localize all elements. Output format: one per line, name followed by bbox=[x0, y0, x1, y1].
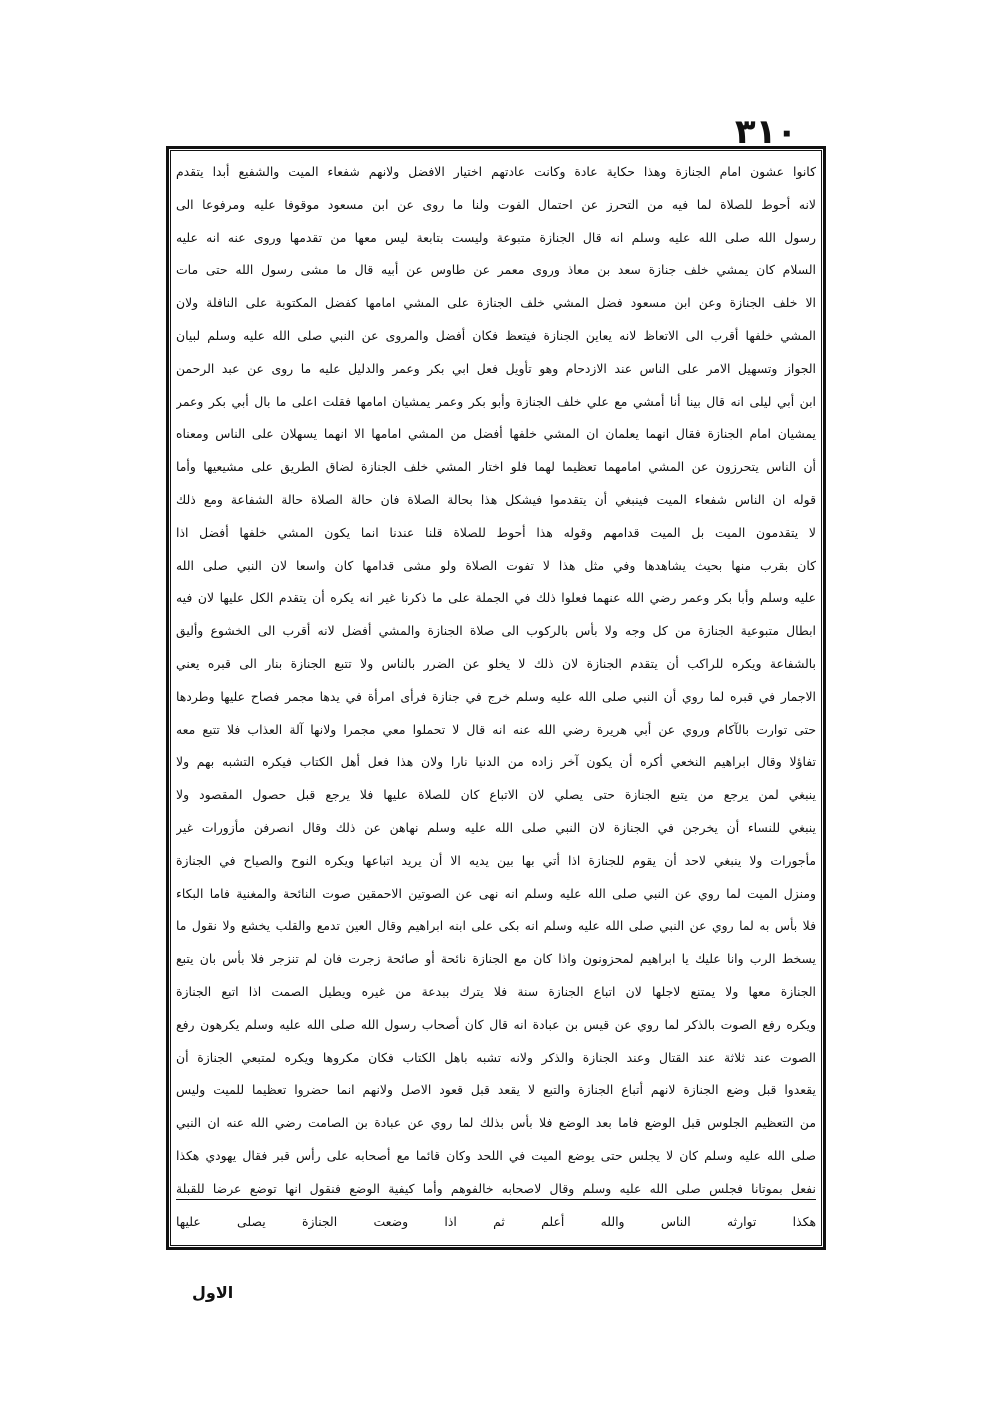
text-line: الجواز وتسهيل الامر على الناس عند الازدحام وهو تأويل فعل ابي بكر وعمر والدليل عليه ما روى عن عبد الرحمن bbox=[176, 360, 816, 376]
text-line: ابطال متبوعية الجنازة من كل وجه ولا بأس بالركوب الى صلاة الجنازة والمشي أفضل لانه أقرب الى الخشوع وأليق bbox=[176, 623, 816, 639]
text-line: أن الناس يتحرزون عن المشي امامهما تعظيما لهما فلو اختار المشي خلف الجنازة لضاق الطريق على مشيعيها وأما bbox=[176, 459, 816, 475]
text-line: حتى توارت بالآكام وروي عن أبي هريرة رضي الله عنه انه قال لا تحملوا معي مجمرا ولانها آلة العذاب فلا تتبع معه bbox=[176, 721, 816, 737]
text-line: المشي خلفها أقرب الى الاتعاظ لانه يعاين الجنازة فيتعظ فكان أفضل والمروى عن النبي صلى الله عليه وسلم لبيان bbox=[176, 327, 816, 343]
text-line: يقعدوا قبل وضع الجنازة لانهم أتباع الجنازة والتبع لا يقعد قبل قعود الاصل ولانهم انما حضروا تعظيما للميت وليس bbox=[176, 1082, 816, 1098]
text-line: مأجورات ولا ينبغي لاحد أن يقوم للجنازة اذا أتي بها بين يديه الا أن يريد اتباعها ويكره النوح والصياح في الجنازة bbox=[176, 852, 816, 868]
text-line: هكذا توارثه الناس والله أعلم ثم اذا وضعت الجنازة يصلى عليها bbox=[176, 1213, 816, 1229]
text-line: يمشيان امام الجنازة فقال انهما يعلمان ان المشي خلفها أفضل من المشي امامها الا انهما يسهلان على الناس ومعناه bbox=[176, 426, 816, 442]
text-line: قوله ان الناس شفعاء الميت فينبغي أن يتقدموا فيشكل هذا بحالة الصلاة فان حالة الصلاة حالة الشفاعة ومع ذلك bbox=[176, 491, 816, 507]
text-line: تفاؤلا وقال ابراهيم النخعي أكره أن يكون آخر زاده من الدنيا نارا ولان هذا فعل أهل الكتاب فيكره التشبه بهم ولا bbox=[176, 754, 816, 770]
text-line: فلا بأس به لما روي عن النبي صلى الله عليه وسلم انه بكى على ابنه ابراهيم وقال العين تدمع والقلب يخشع ولا نقول ما bbox=[176, 918, 816, 934]
text-column bbox=[176, 156, 816, 1240]
text-line: نفعل بموتانا فجلس صلى الله عليه وسلم وقال لاصحابه خالفوهم وأما كيفية الوضع فنقول انها توضع عرضا للقبلة bbox=[176, 1180, 816, 1196]
text-line: لا يتقدمون الميت بل الميت قدامهم وقوله هذا أحوط للصلاة قلنا عندنا انما يكون المشي خلفها أفضل اذا bbox=[176, 524, 816, 540]
section-rule bbox=[176, 1199, 816, 1200]
text-line: رسول الله صلى الله عليه وسلم انه قال الجنازة متبوعة وليست بتابعة ليس معها من تقدمها وروى عنه انه عليه bbox=[176, 229, 816, 245]
text-line: صلى الله عليه وسلم كان لا يجلس حتى يوضع الميت في اللحد وكان قائما مع أصحابه على رأس قبر فقال يهودي هكذا bbox=[176, 1147, 816, 1163]
text-line: عليه وسلم وأبا بكر وعمر رضي الله عنهما فعلوا ذلك في الجملة على ما ذكرنا غير انه يكره أن يتقدم الكل عليها لان فيه bbox=[176, 590, 816, 606]
text-line: ابن أبي ليلى انه قال بينا أنا أمشي مع علي خلف الجنازة وأبو بكر وعمر يمشيان امامها فقلت اعلى ما بال أبي بكر وعمر bbox=[176, 393, 816, 409]
catchword: الاول bbox=[192, 1283, 234, 1302]
text-line: يسخط الرب وانا عليك يا ابراهيم لمحزونون واذا كان مع الجنازة نائحة أو صائحة زجرت فان لم تنزجر فلا بأس بان يتبع bbox=[176, 951, 816, 967]
text-line: ومنزل الميت لما روي عن النبي صلى الله عليه وسلم انه نهى عن الصوتين الاحمقين صوت النائحة والمغنية فاما البكاء bbox=[176, 885, 816, 901]
text-line bbox=[176, 1238, 816, 1240]
text-line: الا خلف الجنازة وعن ابن مسعود فضل المشي خلف الجنازة على المشي امامها كفضل المكتوبة على النافلة ولان bbox=[176, 295, 816, 311]
text-line: ينبغي للنساء أن يخرجن في الجنازة لان النبي صلى الله عليه وسلم نهاهن عن ذلك وقال انصرفن مأزورات غير bbox=[176, 819, 816, 835]
text-line: كان بقرب منها بحيث يشاهدها وفي مثل هذا لا تفوت الصلاة ولو مشى قدامها كان واسعا لان النبي صلى الله bbox=[176, 557, 816, 573]
text-line: الصوت عند ثلاثة عند القتال وعند الجنازة والذكر ولانه تشبه باهل الكتاب فكان مكروها ويكره لمتبعي الجنازة أن bbox=[176, 1049, 816, 1065]
text-line: ينبغي لمن يرجع من يتبع الجنازة حتى يصلي لان الاتباع كان للصلاة عليها فلا يرجع قبل حصول المقصود ولا bbox=[176, 787, 816, 803]
text-line: ويكره رفع الصوت بالذكر لما روي عن قيس بن عبادة انه قال كان أصحاب رسول الله صلى الله عليه وسلم يكرهون رفع bbox=[176, 1016, 816, 1032]
text-line: الاجمار في قبره لما روي أن النبي صلى الله عليه وسلم خرج في جنازة فرأى امرأة في يدها مجمر فصاح عليها وطردها bbox=[176, 688, 816, 704]
text-line: السلام كان يمشي خلف جنازة سعد بن معاذ وروى معمر عن طاوس عن أبيه قال ما مشى رسول الله حتى مات bbox=[176, 262, 816, 278]
text-line: بالشفاعة ويكره للراكب أن يتقدم الجنازة لان ذلك لا يخلو عن الضرر بالناس ولا تتبع الجنازة بنار الى قبره يعني bbox=[176, 655, 816, 671]
text-line: من التعظيم الجلوس قبل الوضع فاما بعد الوضع فلا بأس بذلك لما روي عن عبادة بن الصامت رضي الله عنه ان النبي bbox=[176, 1115, 816, 1131]
text-line: الجنازة معها ولا يمتنع لاجلها لان اتباع الجنازة سنة فلا يترك ببدعة من غيره ويطيل الصمت اذا اتبع الجنازة bbox=[176, 983, 816, 999]
text-line: كانوا عشون امام الجنازة وهذا حكاية عادة وكانت عادتهم اختيار الافضل ولانهم شفعاء الميت والشفيع أبدا يتقدم bbox=[176, 164, 816, 179]
text-line: لانه أحوط للصلاة لما فيه من التحرز عن احتمال الفوت ولنا ما روى عن ابن مسعود موقوفا عليه ومرفوعا الى bbox=[176, 196, 816, 212]
page-number: ٣١٠ bbox=[734, 112, 798, 152]
